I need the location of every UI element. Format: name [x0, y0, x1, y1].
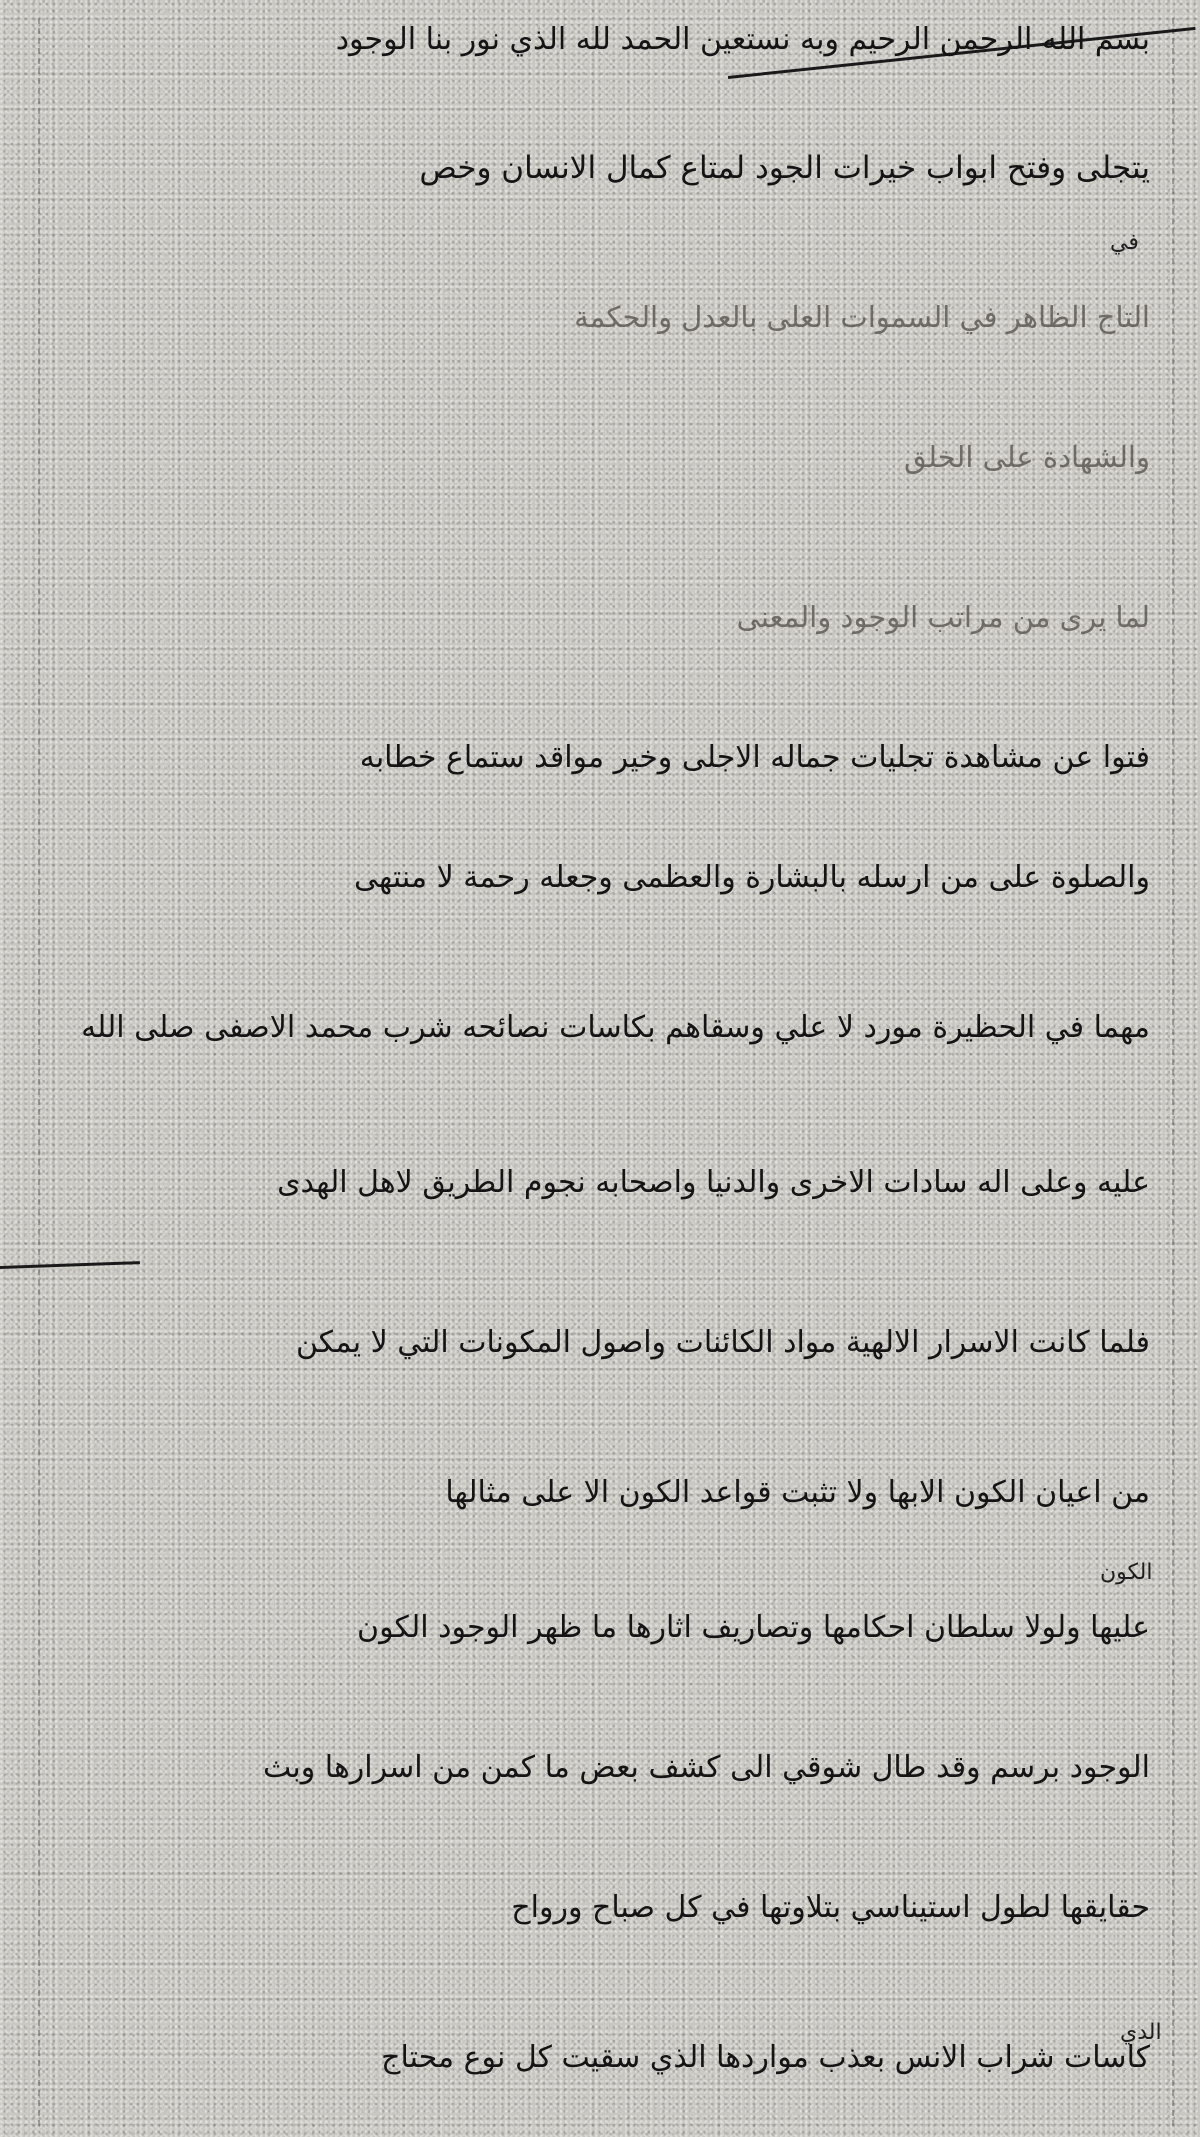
manuscript-line-7: والصلوة على من ارسله بالبشارة والعظمى وجعله رحمة لا منتهى: [354, 860, 1150, 895]
manuscript-line-5: لما يرى من مراتب الوجود والمعنى: [736, 600, 1150, 634]
manuscript-line-15: كاسات شراب الانس بعذب مواردها الذي سقيت كل نوع محتاج: [381, 2040, 1150, 2075]
manuscript-line-13: الوجود برسم وقد طال شوقي الى كشف بعض ما كمن من اسرارها وبث: [262, 1750, 1150, 1785]
manuscript-line-8: مهما في الحظيرة مورد لا علي وسقاهم بكاسات نصائحه شرب محمد الاصفى صلى الله: [81, 1010, 1150, 1045]
margin-note-3: الدي: [1120, 2020, 1162, 2045]
manuscript-line-6: فتوا عن مشاهدة تجليات جماله الاجلى وخير مواقد ستماع خطابه: [359, 740, 1150, 775]
manuscript-line-3: التاج الظاهر في السموات العلى بالعدل والحكمة: [574, 300, 1150, 334]
manuscript-line-9: عليه وعلى اله سادات الاخرى والدنيا واصحابه نجوم الطريق لاهل الهدى: [277, 1165, 1150, 1200]
manuscript-line-10: فلما كانت الاسرار الالهية مواد الكائنات واصول المكونات التي لا يمكن: [295, 1325, 1150, 1360]
manuscript-line-12: عليها ولولا سلطان احكامها وتصاريف اثارها ما ظهر الوجود الكون: [357, 1610, 1150, 1645]
manuscript-line-14: حقايقها لطول استيناسي بتلاوتها في كل صباح ورواح: [511, 1890, 1150, 1925]
margin-note-1: في: [1110, 230, 1139, 255]
manuscript-line-1: بسم الله الرحمن الرحيم وبه نستعين الحمد لله الذي نور بنا الوجود: [335, 22, 1150, 57]
manuscript-line-2: يتجلى وفتح ابواب خيرات الجود لمتاع كمال الانسان وخص: [419, 150, 1150, 186]
manuscript-text: [60, 0, 1150, 2137]
manuscript-line-4: والشهادة على الخلق: [904, 440, 1150, 474]
manuscript-line-11: من اعيان الكون الابها ولا تثبت قواعد الكون الا على مثالها: [445, 1475, 1150, 1510]
margin-note-2: الكون: [1100, 1560, 1153, 1585]
